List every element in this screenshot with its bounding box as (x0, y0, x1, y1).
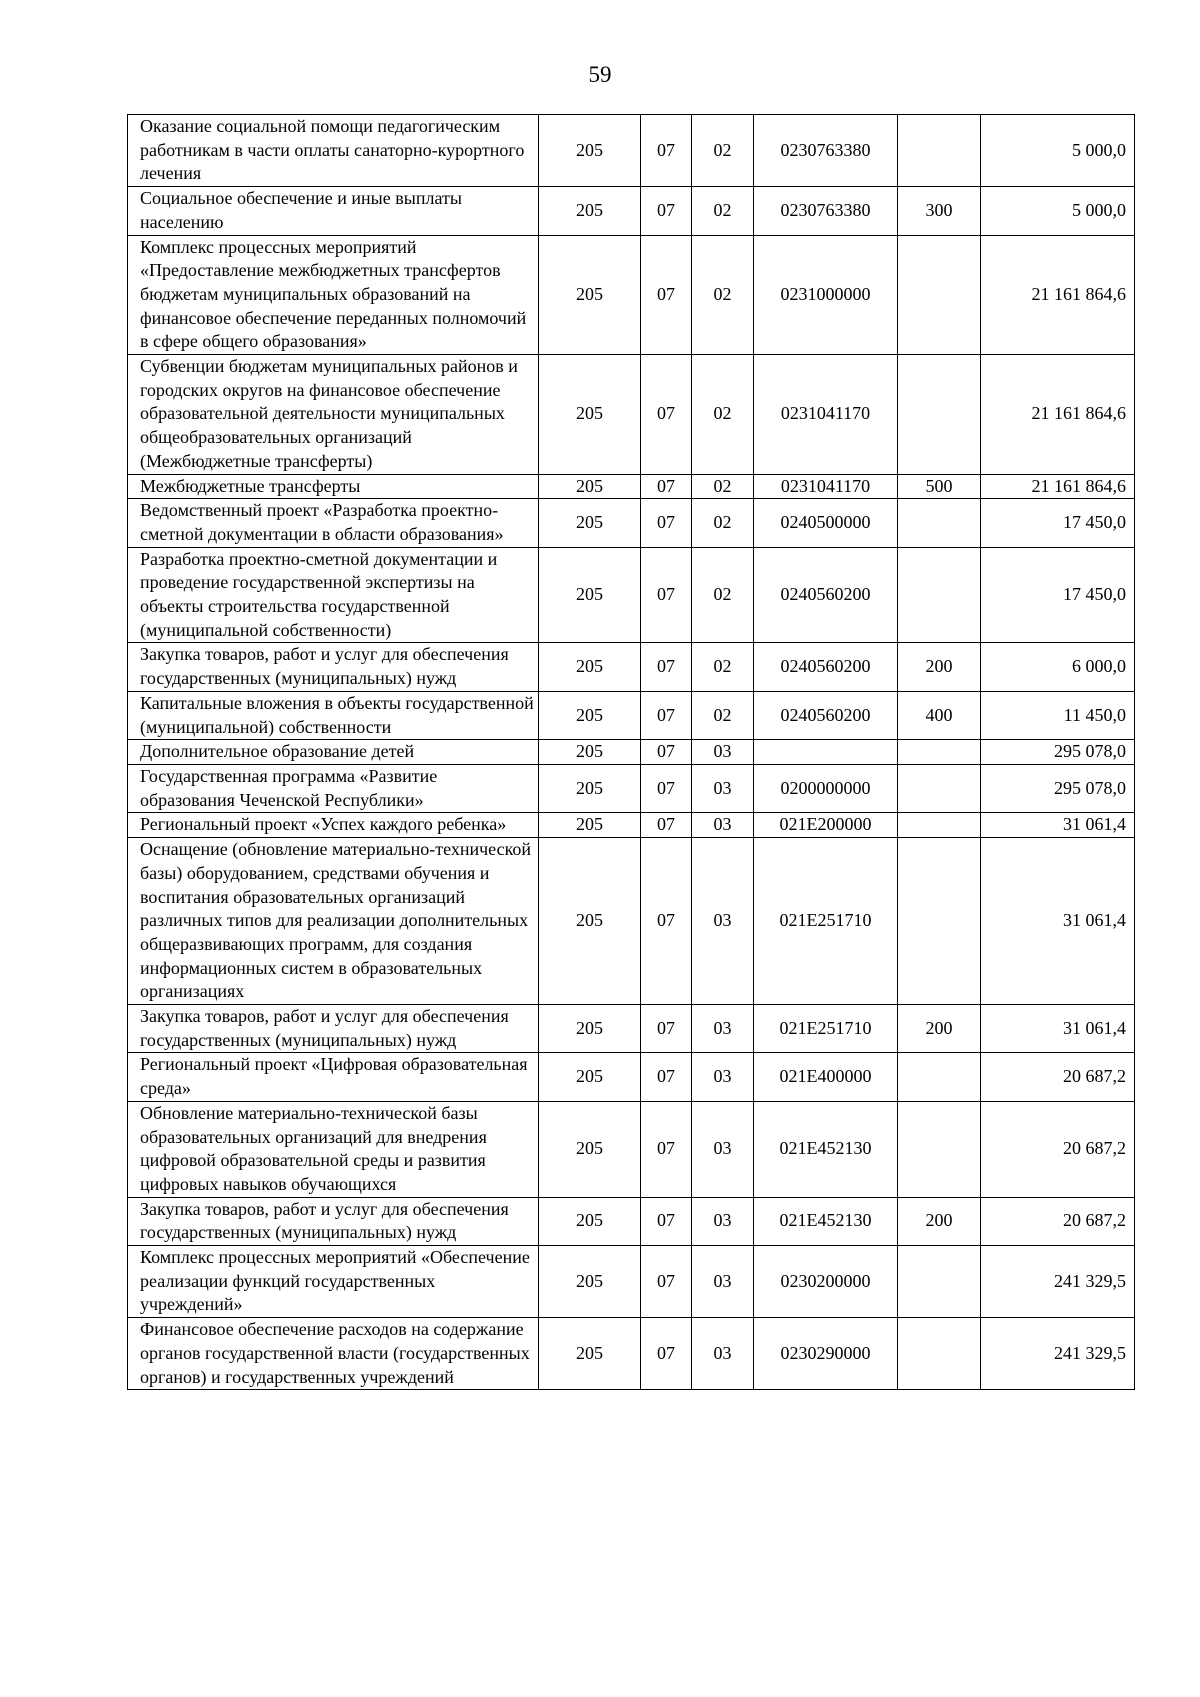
row-target-article: 0240500000 (754, 499, 898, 547)
row-subsection-code: 02 (692, 355, 754, 475)
row-subsection-code: 03 (692, 1005, 754, 1053)
row-amount: 241 329,5 (981, 1318, 1135, 1390)
row-expense-type (898, 740, 981, 765)
row-ministry-code: 205 (539, 838, 641, 1005)
row-amount: 295 078,0 (981, 740, 1135, 765)
row-name: Комплекс процессных мероприятий «Предоставление межбюджетных трансфертов бюджетам муниципальных образований на финансовое обеспечение переданных полномочий в сфере общего образования» (128, 235, 539, 355)
row-name: Обновление материально-технической базы образовательных организаций для внедрения цифровой образовательной среды и развития цифровых навыков обучающихся (128, 1101, 539, 1197)
row-ministry-code: 205 (539, 1246, 641, 1318)
row-name: Субвенции бюджетам муниципальных районов и городских округов на финансовое обеспечение образовательной деятельности муниципальных общеобразовательных организаций (Межбюджетные трансферты) (128, 355, 539, 475)
row-section-code: 07 (641, 1053, 692, 1101)
table-row (128, 643, 1135, 691)
row-subsection-code: 03 (692, 1053, 754, 1101)
row-subsection-code: 03 (692, 813, 754, 838)
row-name: Государственная программа «Развитие образования Чеченской Республики» (128, 764, 539, 812)
row-section-code: 07 (641, 838, 692, 1005)
row-subsection-code: 02 (692, 643, 754, 691)
row-section-code: 07 (641, 1101, 692, 1197)
row-section-code: 07 (641, 115, 692, 187)
row-target-article: 021Е200000 (754, 813, 898, 838)
row-ministry-code: 205 (539, 235, 641, 355)
row-expense-type: 300 (898, 187, 981, 235)
row-subsection-code: 03 (692, 1318, 754, 1390)
budget-table (127, 114, 1135, 1390)
row-amount: 5 000,0 (981, 115, 1135, 187)
row-ministry-code: 205 (539, 547, 641, 643)
row-name: Закупка товаров, работ и услуг для обеспечения государственных (муниципальных) нужд (128, 1005, 539, 1053)
table-row (128, 1197, 1135, 1245)
row-expense-type: 200 (898, 1005, 981, 1053)
table-row (128, 838, 1135, 1005)
row-amount: 17 450,0 (981, 499, 1135, 547)
row-target-article: 021Е452130 (754, 1101, 898, 1197)
table-row (128, 235, 1135, 355)
row-subsection-code: 02 (692, 547, 754, 643)
row-expense-type (898, 547, 981, 643)
row-section-code: 07 (641, 740, 692, 765)
row-section-code: 07 (641, 499, 692, 547)
row-expense-type: 400 (898, 691, 981, 739)
row-amount: 295 078,0 (981, 764, 1135, 812)
row-target-article: 0200000000 (754, 764, 898, 812)
row-target-article: 021Е452130 (754, 1197, 898, 1245)
table-row (128, 187, 1135, 235)
row-amount: 31 061,4 (981, 1005, 1135, 1053)
table-row (128, 115, 1135, 187)
row-subsection-code: 02 (692, 474, 754, 499)
row-name: Оказание социальной помощи педагогическим работникам в части оплаты санаторно-курортного лечения (128, 115, 539, 187)
row-expense-type: 200 (898, 643, 981, 691)
row-section-code: 07 (641, 474, 692, 499)
row-amount: 21 161 864,6 (981, 474, 1135, 499)
table-row (128, 1318, 1135, 1390)
row-expense-type (898, 355, 981, 475)
row-ministry-code: 205 (539, 813, 641, 838)
row-target-article: 021Е251710 (754, 838, 898, 1005)
row-expense-type (898, 235, 981, 355)
row-name: Ведомственный проект «Разработка проектно-сметной документации в области образования» (128, 499, 539, 547)
row-target-article: 0230763380 (754, 115, 898, 187)
row-amount: 241 329,5 (981, 1246, 1135, 1318)
row-amount: 20 687,2 (981, 1101, 1135, 1197)
row-ministry-code: 205 (539, 1101, 641, 1197)
row-name: Разработка проектно-сметной документации и проведение государственной экспертизы на объекты строительства государственной (муниципальной собственности) (128, 547, 539, 643)
budget-table-body (128, 115, 1135, 1390)
row-subsection-code: 02 (692, 499, 754, 547)
row-ministry-code: 205 (539, 499, 641, 547)
row-ministry-code: 205 (539, 187, 641, 235)
row-target-article: 021Е400000 (754, 1053, 898, 1101)
table-row (128, 691, 1135, 739)
row-name: Финансовое обеспечение расходов на содержание органов государственной власти (государственных органов) и государственных учреждений (128, 1318, 539, 1390)
row-amount: 5 000,0 (981, 187, 1135, 235)
row-ministry-code: 205 (539, 643, 641, 691)
row-section-code: 07 (641, 1318, 692, 1390)
row-amount: 6 000,0 (981, 643, 1135, 691)
row-subsection-code: 03 (692, 740, 754, 765)
row-expense-type (898, 115, 981, 187)
row-target-article: 0230290000 (754, 1318, 898, 1390)
row-amount: 31 061,4 (981, 838, 1135, 1005)
row-amount: 20 687,2 (981, 1053, 1135, 1101)
row-name: Закупка товаров, работ и услуг для обеспечения государственных (муниципальных) нужд (128, 1197, 539, 1245)
page-number: 59 (588, 62, 612, 87)
row-name: Комплекс процессных мероприятий «Обеспечение реализации функций государственных учреждений» (128, 1246, 539, 1318)
row-expense-type (898, 1246, 981, 1318)
row-ministry-code: 205 (539, 691, 641, 739)
row-subsection-code: 03 (692, 1197, 754, 1245)
row-expense-type (898, 1318, 981, 1390)
row-ministry-code: 205 (539, 355, 641, 475)
row-target-article: 0230763380 (754, 187, 898, 235)
row-amount: 21 161 864,6 (981, 355, 1135, 475)
row-ministry-code: 205 (539, 474, 641, 499)
table-row (128, 813, 1135, 838)
row-subsection-code: 03 (692, 1101, 754, 1197)
row-name: Региональный проект «Успех каждого ребенка» (128, 813, 539, 838)
table-row (128, 740, 1135, 765)
table-row (128, 547, 1135, 643)
row-target-article (754, 740, 898, 765)
row-section-code: 07 (641, 813, 692, 838)
row-section-code: 07 (641, 187, 692, 235)
row-section-code: 07 (641, 547, 692, 643)
table-row (128, 355, 1135, 475)
row-ministry-code: 205 (539, 1005, 641, 1053)
row-ministry-code: 205 (539, 764, 641, 812)
row-name: Межбюджетные трансферты (128, 474, 539, 499)
row-name: Закупка товаров, работ и услуг для обеспечения государственных (муниципальных) нужд (128, 643, 539, 691)
row-amount: 11 450,0 (981, 691, 1135, 739)
row-expense-type (898, 1053, 981, 1101)
row-expense-type (898, 838, 981, 1005)
row-amount: 17 450,0 (981, 547, 1135, 643)
row-subsection-code: 02 (692, 691, 754, 739)
row-target-article: 0240560200 (754, 643, 898, 691)
row-subsection-code: 02 (692, 115, 754, 187)
row-section-code: 07 (641, 355, 692, 475)
row-target-article: 021Е251710 (754, 1005, 898, 1053)
row-section-code: 07 (641, 235, 692, 355)
row-expense-type: 200 (898, 1197, 981, 1245)
row-expense-type (898, 813, 981, 838)
row-amount: 20 687,2 (981, 1197, 1135, 1245)
row-ministry-code: 205 (539, 1318, 641, 1390)
row-expense-type (898, 1101, 981, 1197)
row-section-code: 07 (641, 643, 692, 691)
row-section-code: 07 (641, 691, 692, 739)
row-amount: 21 161 864,6 (981, 235, 1135, 355)
row-name: Капитальные вложения в объекты государственной (муниципальной) собственности (128, 691, 539, 739)
row-target-article: 0231041170 (754, 474, 898, 499)
row-section-code: 07 (641, 764, 692, 812)
row-target-article: 0231041170 (754, 355, 898, 475)
row-ministry-code: 205 (539, 740, 641, 765)
row-target-article: 0230200000 (754, 1246, 898, 1318)
row-expense-type: 500 (898, 474, 981, 499)
row-name: Социальное обеспечение и иные выплаты населению (128, 187, 539, 235)
row-subsection-code: 02 (692, 187, 754, 235)
row-target-article: 0240560200 (754, 691, 898, 739)
row-name: Оснащение (обновление материально-технической базы) оборудованием, средствами обучения и воспитания образовательных организаций различных типов для реализации дополнительных общеразвивающих программ, для создания информационных систем в образовательных организациях (128, 838, 539, 1005)
row-expense-type (898, 764, 981, 812)
table-row (128, 764, 1135, 812)
row-ministry-code: 205 (539, 115, 641, 187)
row-amount: 31 061,4 (981, 813, 1135, 838)
row-section-code: 07 (641, 1197, 692, 1245)
table-row (128, 474, 1135, 499)
row-target-article: 0240560200 (754, 547, 898, 643)
row-ministry-code: 205 (539, 1053, 641, 1101)
row-subsection-code: 02 (692, 235, 754, 355)
row-target-article: 0231000000 (754, 235, 898, 355)
row-name: Региональный проект «Цифровая образовательная среда» (128, 1053, 539, 1101)
row-ministry-code: 205 (539, 1197, 641, 1245)
row-subsection-code: 03 (692, 1246, 754, 1318)
row-subsection-code: 03 (692, 764, 754, 812)
table-row (128, 1005, 1135, 1053)
table-row (128, 1246, 1135, 1318)
table-row (128, 1101, 1135, 1197)
table-row (128, 499, 1135, 547)
row-expense-type (898, 499, 981, 547)
row-subsection-code: 03 (692, 838, 754, 1005)
table-row (128, 1053, 1135, 1101)
row-name: Дополнительное образование детей (128, 740, 539, 765)
row-section-code: 07 (641, 1246, 692, 1318)
row-section-code: 07 (641, 1005, 692, 1053)
